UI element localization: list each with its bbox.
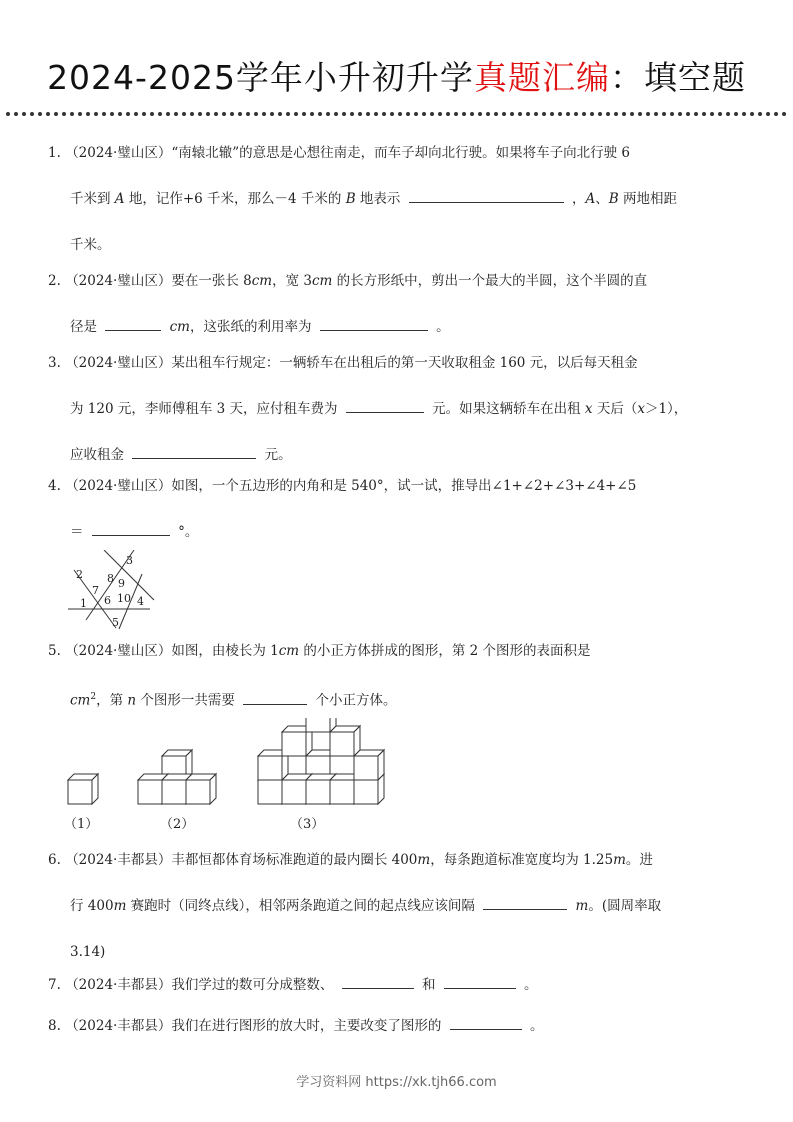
variable: B [345, 191, 356, 207]
unit: cm [70, 692, 91, 709]
figure-label: （1） [64, 817, 99, 832]
question-text: ，每条跑道标准宽度均为 1.25 [430, 852, 614, 868]
variable: B [608, 191, 619, 207]
question-4 [48, 463, 754, 555]
question-number: 3. [48, 355, 61, 371]
cube [186, 774, 216, 804]
question-text: 个图形一共需要 [136, 692, 235, 709]
cube [306, 718, 336, 732]
variable: x [637, 401, 645, 417]
answer-blank[interactable] [105, 318, 161, 331]
variable: x [584, 401, 593, 417]
question-text: 。 [436, 319, 450, 335]
angle-label: 9 [118, 577, 125, 590]
pentagon-figure [64, 550, 160, 630]
question-text: 。 [529, 1018, 544, 1034]
title-highlight: 真题汇编 [473, 58, 610, 97]
unit: m [417, 852, 431, 868]
question-text: （2024·丰都县）我们在进行图形的放大时，主要改变了图形的 [65, 1018, 442, 1034]
angle-label: 4 [137, 595, 144, 608]
unit-exponent: 2 [90, 692, 97, 702]
question-text: 3.14) [70, 944, 106, 960]
angle-label: 6 [104, 594, 111, 607]
question-text: ＝ [70, 524, 84, 540]
variable: A [585, 191, 596, 207]
unit: cm [169, 319, 190, 335]
footer-watermark: 学习资料网 https://xk.tjh66.com [296, 1075, 497, 1090]
question-text: 径是 [70, 319, 97, 335]
question-text: 赛跑时（同终点线），相邻两条跑道之间的起点线应该间隔 [126, 898, 475, 914]
question-text: 应收租金 [70, 447, 124, 463]
cube-stacks-figure [60, 718, 400, 836]
unit: m [575, 898, 589, 914]
answer-blank[interactable] [132, 446, 256, 459]
question-text: ，这张纸的利用率为 [189, 319, 312, 335]
question-text: 、 [595, 191, 609, 207]
answer-blank[interactable] [483, 897, 567, 910]
question-text: 为 120 元，李师傅租车 3 天，应付租车费为 [70, 401, 338, 417]
answer-blank[interactable] [342, 976, 414, 989]
variable: n [127, 692, 137, 709]
question-text: °。 [178, 524, 199, 540]
question-text: 和 [421, 977, 436, 993]
question-7 [48, 962, 754, 1008]
question-number: 5. [48, 643, 61, 659]
angle-label: 2 [76, 568, 83, 581]
answer-blank[interactable] [346, 400, 424, 413]
question-number: 6. [48, 852, 61, 868]
question-text: ，宽 3 [272, 273, 312, 289]
question-number: 1. [48, 145, 61, 161]
question-number: 8. [48, 1018, 61, 1034]
answer-blank[interactable] [92, 523, 170, 536]
dotted-divider [6, 112, 787, 116]
cube [354, 750, 384, 780]
question-5 [48, 628, 754, 724]
question-text: 。进 [625, 852, 653, 868]
question-text: （2024·璧山区）要在一张长 8 [65, 273, 252, 289]
question-1 [48, 130, 754, 268]
question-8 [48, 1003, 754, 1049]
answer-blank[interactable] [320, 318, 428, 331]
angle-label: 5 [112, 616, 119, 629]
title-suffix: ：填空题 [609, 58, 746, 97]
question-text: （2024·璧山区）如图，一个五边形的内角和是 540°，试一试，推导出∠1+∠2+∠3+∠4+∠5 [65, 478, 637, 494]
question-text: 千米。 [70, 237, 111, 253]
question-text: 。(圆周率取 [588, 898, 662, 914]
question-text: ，第 [96, 692, 128, 709]
question-text: 天后（ [592, 401, 638, 417]
question-number: 2. [48, 273, 61, 289]
unit: cm [251, 273, 273, 289]
question-number: 7. [48, 977, 61, 993]
angle-label: 8 [107, 572, 114, 585]
question-3 [48, 340, 754, 478]
angle-label: 3 [126, 554, 133, 567]
question-text: 的长方形纸中，剪出一个最大的半圆，这个半圆的直 [332, 273, 648, 289]
question-number: 4. [48, 478, 61, 494]
unit: m [613, 852, 626, 868]
question-text: 地表示 [355, 191, 401, 207]
angle-label: 1 [80, 597, 87, 610]
question-text: 地，记作+6 千米，那么－4 千米的 [124, 191, 346, 207]
answer-blank[interactable] [409, 190, 564, 203]
question-2 [48, 258, 754, 350]
question-text: 。 [524, 977, 538, 993]
answer-blank[interactable] [450, 1017, 522, 1030]
question-text: （2024·丰都县）我们学过的数可分成整数、 [65, 977, 334, 993]
question-6 [48, 837, 754, 975]
unit: m [113, 898, 127, 914]
unit: cm [278, 643, 300, 659]
cube [68, 774, 98, 804]
question-text: （2024·丰都县）丰都恒都体育场标准跑道的最内圈长 400 [65, 852, 418, 868]
question-text: 行 400 [70, 898, 114, 914]
question-text: ， [572, 191, 586, 207]
cube [330, 726, 360, 756]
answer-blank[interactable] [444, 976, 516, 989]
question-text: （2024·璧山区）如图，由棱长为 1 [65, 643, 279, 659]
figure-label: （2） [160, 817, 195, 832]
title-prefix: 2024-2025学年小升初升学 [47, 58, 474, 97]
question-text: 个小正方体。 [315, 692, 397, 709]
question-text: 千米到 [70, 191, 115, 207]
question-text: 元。如果这辆轿车在出租 [432, 401, 585, 417]
question-text: ＞1）， [644, 401, 688, 417]
angle-label: 7 [92, 584, 99, 597]
question-text: 的小正方体拼成的图形，第 2 个图形的表面积是 [299, 643, 591, 659]
answer-blank[interactable] [243, 692, 307, 705]
unit: cm [311, 273, 333, 289]
question-text: （2024·璧山区）某出租车行规定：一辆轿车在出租后的第一天收取租金 160 元，以后每天租金 [65, 355, 638, 371]
page-title [0, 52, 793, 99]
angle-label: 10 [117, 592, 131, 605]
question-text: 两地相距 [618, 191, 677, 207]
question-text: 元。 [264, 447, 292, 463]
variable: A [114, 191, 125, 207]
question-text: （2024·璧山区）“南辕北辙”的意思是心想往南走，而车子却向北行驶。如果将车子向北行驶 6 [65, 145, 631, 161]
figure-label: （3） [290, 817, 325, 832]
